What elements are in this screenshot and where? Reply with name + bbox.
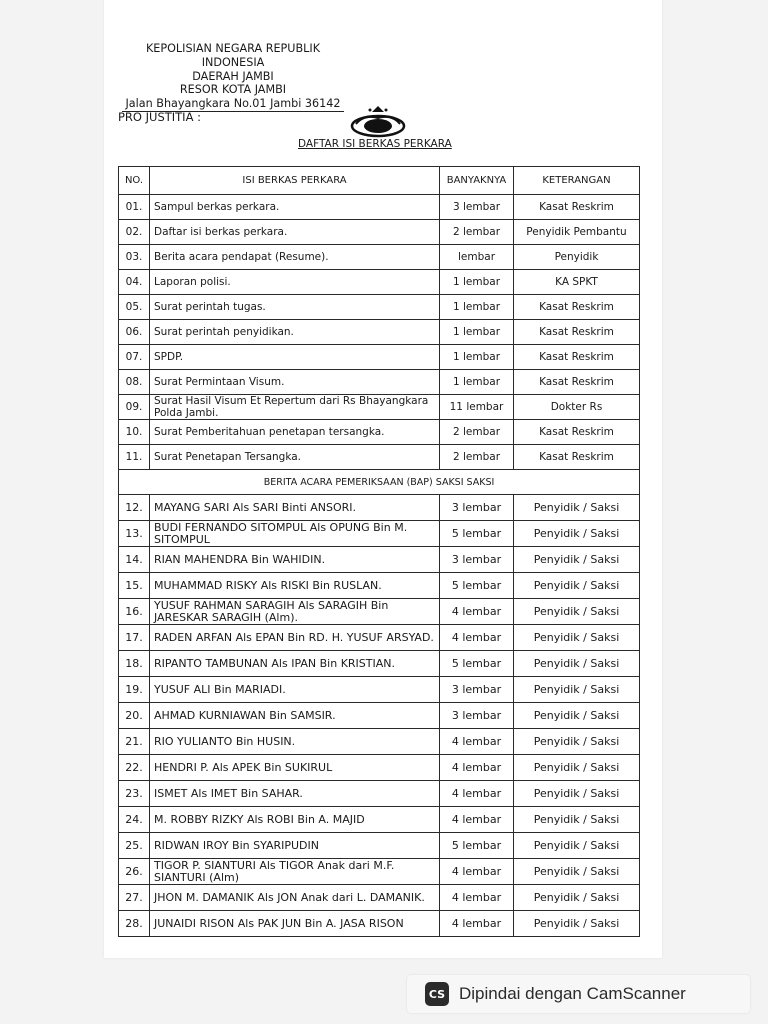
table-row — [119, 547, 640, 573]
cell-item: Surat perintah tugas. — [150, 295, 440, 320]
table-row — [119, 755, 640, 781]
cell-qty: 2 lembar — [440, 420, 514, 445]
cell-note: Penyidik / Saksi — [514, 703, 640, 729]
cell-no: 14. — [119, 547, 150, 573]
cell-note: Penyidik Pembantu — [514, 220, 640, 245]
cell-no: 27. — [119, 885, 150, 911]
cell-no: 10. — [119, 420, 150, 445]
cell-item: RIPANTO TAMBUNAN Als IPAN Bin KRISTIAN. — [150, 651, 440, 677]
cell-item: Laporan polisi. — [150, 270, 440, 295]
column-header-note: KETERANGAN — [514, 167, 640, 195]
cell-no: 23. — [119, 781, 150, 807]
table-row — [119, 395, 640, 420]
cell-qty: 1 lembar — [440, 320, 514, 345]
cell-qty: 4 lembar — [440, 729, 514, 755]
cell-no: 03. — [119, 245, 150, 270]
cell-qty: 4 lembar — [440, 807, 514, 833]
cell-item: Surat Pemberitahuan penetapan tersangka. — [150, 420, 440, 445]
cell-note: Kasat Reskrim — [514, 195, 640, 220]
table-row — [119, 245, 640, 270]
cell-no: 24. — [119, 807, 150, 833]
table-row — [119, 781, 640, 807]
table-row — [119, 295, 640, 320]
cell-no: 20. — [119, 703, 150, 729]
letterhead-line-3: RESOR KOTA JAMBI — [179, 83, 287, 97]
table-row — [119, 320, 640, 345]
cell-note: KA SPKT — [514, 270, 640, 295]
cell-item: RIDWAN IROY Bin SYARIPUDIN — [150, 833, 440, 859]
cell-note: Kasat Reskrim — [514, 370, 640, 395]
cell-no: 06. — [119, 320, 150, 345]
cell-note: Kasat Reskrim — [514, 320, 640, 345]
cell-item: RADEN ARFAN Als EPAN Bin RD. H. YUSUF ARSYAD. — [150, 625, 440, 651]
cell-item: MUHAMMAD RISKY Als RISKI Bin RUSLAN. — [150, 573, 440, 599]
cell-note: Penyidik / Saksi — [514, 807, 640, 833]
cell-note: Penyidik / Saksi — [514, 781, 640, 807]
cell-note: Penyidik / Saksi — [514, 625, 640, 651]
letterhead-address: Jalan Bhayangkara No.01 Jambi 36142 — [122, 97, 345, 112]
cell-qty: 5 lembar — [440, 833, 514, 859]
document-title: DAFTAR ISI BERKAS PERKARA — [298, 138, 452, 150]
cell-note: Kasat Reskrim — [514, 295, 640, 320]
cell-note: Penyidik / Saksi — [514, 833, 640, 859]
camscanner-logo-icon: CS — [425, 982, 449, 1006]
cell-qty: 3 lembar — [440, 677, 514, 703]
table-row — [119, 521, 640, 547]
cell-item: Daftar isi berkas perkara. — [150, 220, 440, 245]
cell-no: 08. — [119, 370, 150, 395]
table-row — [119, 445, 640, 470]
cell-note: Kasat Reskrim — [514, 420, 640, 445]
cell-item: RIO YULIANTO Bin HUSIN. — [150, 729, 440, 755]
cell-qty: 4 lembar — [440, 755, 514, 781]
cell-qty: 11 lembar — [440, 395, 514, 420]
cell-note: Penyidik / Saksi — [514, 495, 640, 521]
cell-qty: 3 lembar — [440, 495, 514, 521]
cell-no: 04. — [119, 270, 150, 295]
column-header-item: ISI BERKAS PERKARA — [150, 167, 440, 195]
cell-item: RIAN MAHENDRA Bin WAHIDIN. — [150, 547, 440, 573]
cell-note: Kasat Reskrim — [514, 345, 640, 370]
cell-no: 15. — [119, 573, 150, 599]
cell-no: 11. — [119, 445, 150, 470]
cell-note: Penyidik / Saksi — [514, 547, 640, 573]
cell-item: JUNAIDI RISON Als PAK JUN Bin A. JASA RISON — [150, 911, 440, 937]
table-row — [119, 911, 640, 937]
cell-item: Surat perintah penyidikan. — [150, 320, 440, 345]
cell-qty: 5 lembar — [440, 521, 514, 547]
section-row — [119, 470, 640, 495]
cell-note: Penyidik / Saksi — [514, 677, 640, 703]
table-row — [119, 370, 640, 395]
cell-note: Penyidik / Saksi — [514, 755, 640, 781]
cell-no: 22. — [119, 755, 150, 781]
letterhead — [118, 42, 348, 112]
cell-note: Penyidik / Saksi — [514, 729, 640, 755]
letterhead-line-2: DAERAH JAMBI — [192, 69, 274, 83]
column-header-qty: BANYAKNYA — [440, 167, 514, 195]
cell-qty: 5 lembar — [440, 573, 514, 599]
table-row — [119, 195, 640, 220]
cell-item: BUDI FERNANDO SITOMPUL Als OPUNG Bin M. SITOMPUL — [150, 521, 440, 547]
table-row — [119, 807, 640, 833]
cell-note: Penyidik / Saksi — [514, 573, 640, 599]
cell-no: 13. — [119, 521, 150, 547]
cell-no: 09. — [119, 395, 150, 420]
cell-note: Penyidik / Saksi — [514, 859, 640, 885]
cell-qty: 1 lembar — [440, 345, 514, 370]
cell-note: Penyidik / Saksi — [514, 599, 640, 625]
cell-qty: 4 lembar — [440, 885, 514, 911]
table-row — [119, 625, 640, 651]
cell-qty: 4 lembar — [440, 599, 514, 625]
cell-note: Penyidik / Saksi — [514, 885, 640, 911]
cell-note: Dokter Rs — [514, 395, 640, 420]
table-row — [119, 495, 640, 521]
cell-qty: 1 lembar — [440, 370, 514, 395]
cell-qty: 4 lembar — [440, 911, 514, 937]
cell-item: Surat Penetapan Tersangka. — [150, 445, 440, 470]
cell-qty: 3 lembar — [440, 703, 514, 729]
cell-note: Penyidik / Saksi — [514, 911, 640, 937]
pro-justitia-label: PRO JUSTITIA : — [118, 110, 201, 124]
cell-item: HENDRI P. Als APEK Bin SUKIRUL — [150, 755, 440, 781]
table-row — [119, 651, 640, 677]
cell-item: Berita acara pendapat (Resume). — [150, 245, 440, 270]
cell-item: AHMAD KURNIAWAN Bin SAMSIR. — [150, 703, 440, 729]
cell-item: SPDP. — [150, 345, 440, 370]
cell-no: 01. — [119, 195, 150, 220]
table-header-row — [119, 167, 640, 195]
police-emblem-icon — [350, 104, 406, 138]
cell-note: Penyidik / Saksi — [514, 651, 640, 677]
cell-qty: 3 lembar — [440, 547, 514, 573]
table-row — [119, 729, 640, 755]
cell-note: Penyidik — [514, 245, 640, 270]
cell-item: Surat Hasil Visum Et Repertum dari Rs Bhayangkara Polda Jambi. — [150, 395, 440, 420]
camscanner-watermark — [407, 975, 750, 1013]
table-row — [119, 703, 640, 729]
table-row — [119, 573, 640, 599]
cell-qty: 5 lembar — [440, 651, 514, 677]
cell-item: Surat Permintaan Visum. — [150, 370, 440, 395]
case-file-table — [118, 166, 640, 937]
cell-no: 17. — [119, 625, 150, 651]
cell-no: 26. — [119, 859, 150, 885]
cell-no: 07. — [119, 345, 150, 370]
cell-item: YUSUF ALI Bin MARIADI. — [150, 677, 440, 703]
cell-qty: lembar — [440, 245, 514, 270]
cell-item: ISMET Als IMET Bin SAHAR. — [150, 781, 440, 807]
cell-item: MAYANG SARI Als SARI Binti ANSORI. — [150, 495, 440, 521]
cell-qty: 3 lembar — [440, 195, 514, 220]
cell-note: Kasat Reskrim — [514, 445, 640, 470]
cell-no: 16. — [119, 599, 150, 625]
table-row — [119, 885, 640, 911]
section-label: BERITA ACARA PEMERIKSAAN (BAP) SAKSI SAKSI — [119, 470, 640, 495]
table-row — [119, 859, 640, 885]
cell-no: 19. — [119, 677, 150, 703]
cell-no: 25. — [119, 833, 150, 859]
cell-item: JHON M. DAMANIK Als JON Anak dari L. DAMANIK. — [150, 885, 440, 911]
cell-item: TIGOR P. SIANTURI Als TIGOR Anak dari M.F. SIANTURI (Alm) — [150, 859, 440, 885]
letterhead-line-1: KEPOLISIAN NEGARA REPUBLIK INDONESIA — [145, 42, 321, 69]
table-row — [119, 220, 640, 245]
table-row — [119, 345, 640, 370]
cell-item: Sampul berkas perkara. — [150, 195, 440, 220]
table-row — [119, 677, 640, 703]
cell-no: 18. — [119, 651, 150, 677]
cell-qty: 2 lembar — [440, 445, 514, 470]
table-row — [119, 833, 640, 859]
cell-qty: 1 lembar — [440, 270, 514, 295]
column-header-no: NO. — [119, 167, 150, 195]
cell-qty: 1 lembar — [440, 295, 514, 320]
camscanner-text: Dipindai dengan CamScanner — [459, 984, 686, 1003]
cell-no: 21. — [119, 729, 150, 755]
cell-qty: 2 lembar — [440, 220, 514, 245]
cell-item: YUSUF RAHMAN SARAGIH Als SARAGIH Bin JARESKAR SARAGIH (Alm). — [150, 599, 440, 625]
cell-qty: 4 lembar — [440, 781, 514, 807]
cell-no: 28. — [119, 911, 150, 937]
cell-item: M. ROBBY RIZKY Als ROBI Bin A. MAJID — [150, 807, 440, 833]
cell-qty: 4 lembar — [440, 625, 514, 651]
table-row — [119, 599, 640, 625]
cell-no: 12. — [119, 495, 150, 521]
table-row — [119, 270, 640, 295]
table-row — [119, 420, 640, 445]
cell-no: 02. — [119, 220, 150, 245]
cell-no: 05. — [119, 295, 150, 320]
cell-note: Penyidik / Saksi — [514, 521, 640, 547]
cell-qty: 4 lembar — [440, 859, 514, 885]
